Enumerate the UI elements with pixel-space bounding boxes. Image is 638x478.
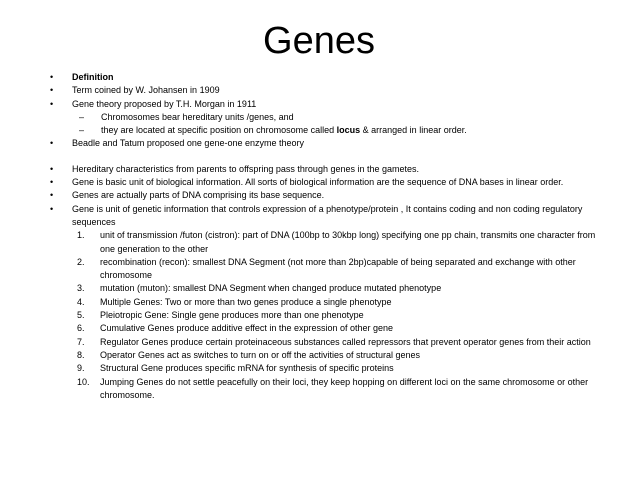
dash-marker: – — [79, 125, 85, 136]
item-number: 7. — [77, 336, 85, 347]
numbered-item — [50, 349, 610, 362]
numbered-text: Operator Genes act as switches to turn on or off the activities of structural genes — [100, 349, 420, 360]
bullet-marker: • — [50, 190, 54, 201]
item-number: 8. — [77, 349, 85, 360]
item-number: 6. — [77, 323, 85, 334]
sub-point-bold-term: locus — [336, 125, 361, 136]
item-number: 10. — [77, 376, 90, 387]
numbered-item — [50, 376, 610, 403]
bullet-item — [50, 203, 610, 230]
bullet-marker: • — [50, 163, 54, 174]
numbered-item — [50, 322, 610, 335]
slide-content — [50, 71, 610, 402]
numbered-item — [50, 336, 610, 349]
numbered-text: Regulator Genes produce certain proteinaceous substances called repressors that prevent operator genes from their action — [100, 336, 591, 347]
numbered-item — [50, 256, 610, 283]
bullet-text: Hereditary characteristics from parents to offspring pass through genes in the gametes. — [72, 163, 420, 174]
item-number: 3. — [77, 283, 85, 294]
bullet-text: Beadle and Tatum proposed one gene-one enzyme theory — [72, 138, 304, 149]
bullet-item — [50, 176, 610, 189]
sub-point-item — [50, 111, 610, 124]
bullet-marker: • — [50, 98, 54, 109]
sub-point-text: they are located at specific position on chromosome called — [101, 125, 337, 136]
item-number: 2. — [77, 256, 85, 267]
numbered-text: recombination (recon): smallest DNA Segment (not more than 2bp)capable of being separated and exchange with other chromosome — [100, 256, 576, 281]
numbered-text: mutation (muton): smallest DNA Segment when changed produce mutated phenotype — [100, 283, 442, 294]
bullet-item — [50, 189, 610, 202]
bullet-item — [50, 163, 610, 176]
bullet-item — [50, 98, 610, 111]
item-number: 4. — [77, 296, 85, 307]
numbered-item — [50, 362, 610, 375]
bullet-text: Term coined by W. Johansen in 1909 — [72, 85, 220, 96]
bullet-marker: • — [50, 138, 54, 149]
bullet-text: Gene theory proposed by T.H. Morgan in 1911 — [72, 98, 257, 109]
numbered-item — [50, 309, 610, 322]
sub-point-text: & arranged in linear order. — [360, 125, 467, 136]
bullet-text: Gene is basic unit of biological information. All sorts of biological information are the sequence of DNA bases in linear order. — [72, 177, 564, 188]
bullet-text: Genes are actually parts of DNA comprising its base sequence. — [72, 190, 325, 201]
bullet-marker: • — [50, 203, 54, 214]
item-number: 1. — [77, 230, 85, 241]
bullet-text: Definition — [72, 72, 114, 82]
numbered-text: unit of transmission /futon (cistron): part of DNA (100bp to 30kbp long) specifying one pp chain, transmits one character from one generation to the other — [100, 230, 596, 254]
slide-title: Genes — [263, 20, 375, 62]
bullet-item — [50, 84, 610, 97]
numbered-item — [50, 282, 610, 295]
numbered-text: Multiple Genes: Two or more than two genes produce a single phenotype — [100, 296, 392, 307]
bullet-item-definition — [50, 71, 610, 84]
numbered-text: Cumulative Genes produce additive effect in the expression of other gene — [100, 323, 394, 334]
sub-point-item — [50, 124, 610, 137]
item-number: 9. — [77, 363, 85, 374]
sub-point-text: Chromosomes bear hereditary units /genes, and — [101, 111, 294, 122]
bullet-marker: • — [50, 177, 54, 188]
item-number: 5. — [77, 310, 85, 321]
bullet-marker: • — [50, 85, 54, 96]
numbered-text: Pleiotropic Gene: Single gene produces more than one phenotype — [100, 310, 364, 321]
numbered-item — [50, 229, 610, 256]
numbered-text: Structural Gene produces specific mRNA for synthesis of specific proteins — [100, 363, 394, 374]
bullet-item — [50, 137, 610, 150]
numbered-item — [50, 296, 610, 309]
bullet-marker: • — [50, 72, 54, 82]
dash-marker: – — [79, 111, 85, 122]
numbered-text: Jumping Genes do not settle peacefully on their loci, they keep hopping on different loci on the same chromosome or other chromosome. — [100, 376, 589, 400]
bullet-text: Gene is unit of genetic information that controls expression of a phenotype/protein , It contains coding and non coding regulatory sequences — [72, 203, 583, 227]
